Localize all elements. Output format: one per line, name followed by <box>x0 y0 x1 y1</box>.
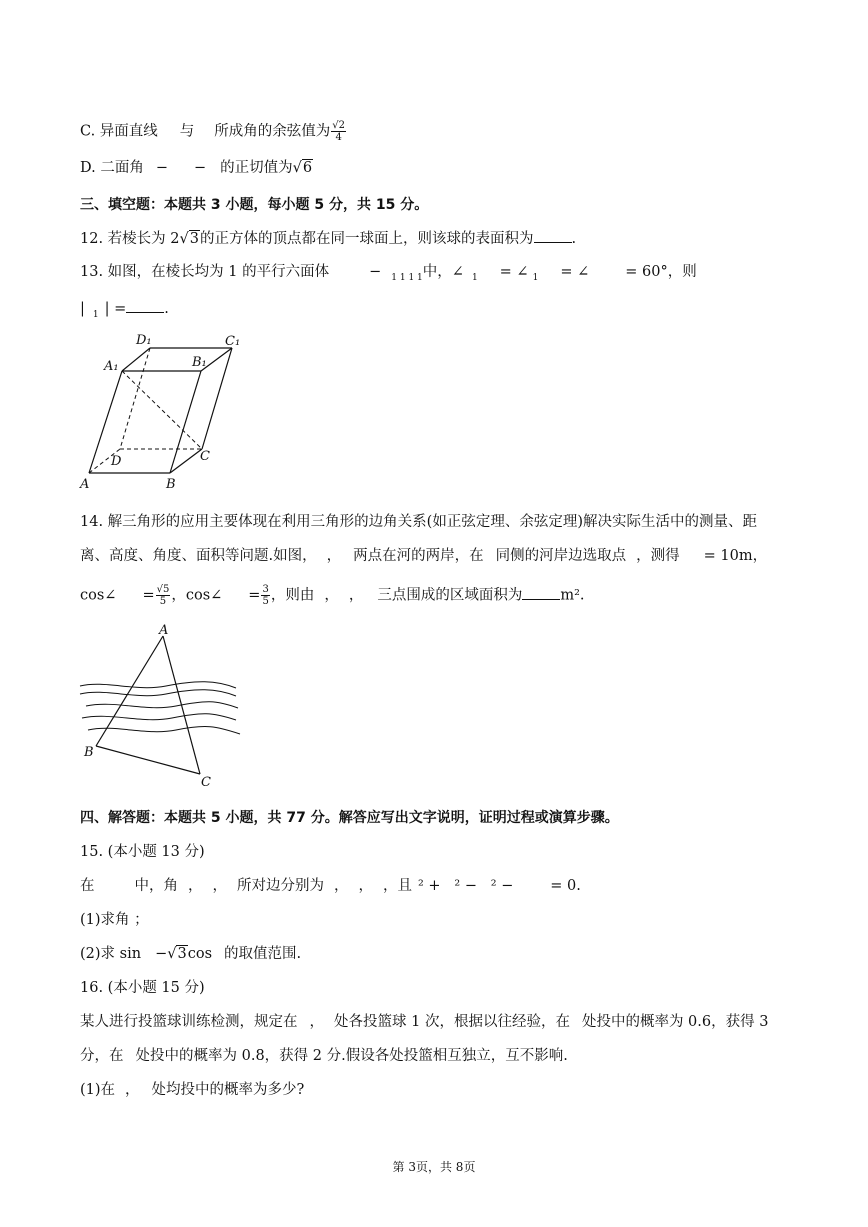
q12-root: 3 <box>189 231 199 247</box>
label-b: B <box>84 745 94 760</box>
q16-line1-c: 处各投篮球 1 次，根据以往经验，在 <box>334 1014 570 1030</box>
option-c-suffix: 所成角的余弦值为 <box>214 123 331 140</box>
q16-p1-b: ， <box>125 1082 140 1098</box>
q13-subs: 1 1 1 1 <box>391 272 423 283</box>
q14-line3-c: ，cos∠ <box>171 587 223 604</box>
label-c: C <box>200 449 210 464</box>
question-14-line1: 14. 解三角形的应用主要体现在利用三角形的边角关系(如正弦定理、余弦定理)解决实际生活中的测量、距 <box>80 514 757 530</box>
q15-title: 15. (本小题 13 分) <box>80 844 205 860</box>
q13-sub1: 1 <box>471 272 478 283</box>
option-c <box>80 120 347 143</box>
q13-end: . <box>164 301 169 317</box>
q15-stem-b: 中，角 <box>134 878 178 894</box>
option-d <box>80 158 313 178</box>
q15-p2-c: cos <box>187 946 213 962</box>
option-c-frac-num: 2 <box>338 120 346 131</box>
label-b1: B₁ <box>192 355 207 370</box>
figure-parallelepiped <box>76 328 256 493</box>
q13-sub2: 1 <box>532 272 539 283</box>
edge-d1-d-hidden <box>120 348 150 449</box>
q12-sqrt: √3 <box>179 231 199 247</box>
option-d-suffix: 的正切值为 <box>220 160 293 176</box>
q15-stem <box>80 876 581 896</box>
q15-part2 <box>80 944 301 964</box>
q14-fraction-1 <box>156 584 171 607</box>
q13-eq2: = ∠ <box>560 264 590 280</box>
q16-title: 16. (本小题 15 分) <box>80 980 205 996</box>
q14-frac2-num: 3 <box>262 584 269 595</box>
option-d-dash1: − <box>155 160 168 176</box>
q14-line3-g: ， <box>348 587 364 604</box>
label-d1: D₁ <box>136 333 152 348</box>
label-c: C <box>201 775 211 790</box>
q13-answer-blank <box>126 298 164 313</box>
q16-line1 <box>80 1012 768 1032</box>
q15-part1: (1)求角 ； <box>80 912 149 928</box>
q14-fraction-2 <box>261 584 269 607</box>
q14-unit: m². <box>560 587 585 604</box>
q15-stem-g: ， <box>358 878 373 894</box>
q15-p2-sqrt: √3 <box>167 946 187 962</box>
q14-line3-h: 三点围成的区域面积为 <box>377 587 523 604</box>
q13-line2-pre: | <box>80 301 85 317</box>
q14-line2-f: = 10m， <box>703 548 768 564</box>
edge-a1-d1 <box>122 348 150 371</box>
q12-prefix: 12. 若棱长为 2 <box>80 231 180 247</box>
label-c1: C₁ <box>225 334 241 349</box>
q13-line2-post: | = <box>104 301 127 317</box>
option-d-root: 6 <box>302 160 313 176</box>
edge-b-c <box>170 449 202 473</box>
q14-line2-c: 两点在河的两岸，在 <box>353 548 484 564</box>
q16-line1-d: 处投中的概率为 0.6，获得 3 <box>581 1014 769 1030</box>
q14-frac1-den: 5 <box>159 596 167 607</box>
q13-dash: − <box>369 264 382 280</box>
q16-line1-b: ， <box>309 1014 324 1030</box>
q13-eq1: = ∠ <box>499 264 529 280</box>
option-c-prefix: C. 异面直线 <box>80 123 158 140</box>
option-d-dash2: − <box>193 160 207 176</box>
q14-line2-e: ，测得 <box>636 548 680 564</box>
question-13-line2 <box>80 298 169 325</box>
q15-stem-c: ， <box>188 878 203 894</box>
q15-stem-a: 在 <box>80 878 95 894</box>
page-footer: 第 3页，共 8页 <box>392 1160 476 1174</box>
q15-stem-d: ， <box>212 878 227 894</box>
q14-line3-e: ，则由 <box>270 587 315 604</box>
section3-heading: 三、填空题：本题共 3 小题，每小题 5 分，共 15 分。 <box>80 197 429 213</box>
q12-end: . <box>571 231 577 247</box>
segment-b-c <box>96 746 200 774</box>
q16-part1 <box>80 1080 304 1100</box>
q14-line3-d: = <box>248 587 261 604</box>
q12-answer-blank <box>534 228 572 243</box>
q16-line2 <box>80 1046 568 1066</box>
q15-p2-a: (2)求 sin <box>80 946 142 962</box>
label-a: A <box>159 623 169 638</box>
label-a: A <box>80 477 90 492</box>
q15-stem-h: ，且 <box>383 878 412 894</box>
question-14-line3 <box>80 584 585 607</box>
q14-line2-a: 离、高度、角度、面积等问题.如图， <box>80 548 317 564</box>
q13-line2-sub: 1 <box>92 309 99 320</box>
option-c-frac-den: 4 <box>335 132 342 143</box>
question-12 <box>80 228 576 249</box>
label-a1: A₁ <box>104 359 119 374</box>
figure-river-triangle <box>76 622 246 792</box>
label-d: D <box>111 454 122 469</box>
q14-frac2-den: 5 <box>262 596 269 607</box>
q13-eq3: = 60°，则 <box>625 264 697 280</box>
q14-line2-b: ， <box>326 548 342 564</box>
q15-stem-eq: ² + ² − ² − = 0. <box>418 878 581 894</box>
q14-line3-a: cos∠ <box>80 587 117 604</box>
q14-line3-b: = <box>142 587 155 604</box>
q15-stem-e: 所对边分别为 <box>237 878 324 894</box>
q16-line1-a: 某人进行投篮球训练检测，规定在 <box>80 1014 298 1030</box>
q14-line3-f: ， <box>324 587 339 604</box>
q16-line2-b: 处投中的概率为 0.8，获得 2 分.假设各处投篮相互独立，互不影响. <box>135 1048 568 1064</box>
q16-line2-a: 分，在 <box>80 1048 124 1064</box>
q16-p1-c: 处均投中的概率为多少? <box>151 1082 305 1098</box>
option-d-prefix: D. 二面角 <box>80 160 144 176</box>
river-waves <box>80 682 240 734</box>
q15-p2-d: 的取值范围. <box>224 946 302 962</box>
q16-p1-a: (1)在 <box>80 1082 116 1098</box>
q15-stem-f: ， <box>334 878 349 894</box>
q15-p2-b: − <box>155 946 168 962</box>
option-d-sqrt: √6 <box>292 160 313 176</box>
q12-suffix: 的正方体的顶点都在同一球面上，则该球的表面积为 <box>200 231 534 247</box>
q15-p2-root: 3 <box>177 946 187 962</box>
label-b: B <box>166 477 176 492</box>
option-c-mid: 与 <box>179 123 195 140</box>
q14-line2-d: 同侧的河岸边选取点 <box>495 548 627 564</box>
q13-prefix: 13. 如图，在棱长均为 1 的平行六面体 <box>80 264 330 280</box>
q13-mid: 中，∠ <box>422 264 464 280</box>
question-13 <box>80 262 697 288</box>
q14-frac1-num: √5 <box>156 584 170 595</box>
option-c-fraction: $\frac{√2}{4}$ <box>332 120 346 143</box>
q14-answer-blank <box>522 585 560 600</box>
section4-heading: 四、解答题：本题共 5 小题，共 77 分。解答应写出文字说明，证明过程或演算步骤。 <box>80 810 619 826</box>
diagonal-a1-c-hidden <box>122 371 202 449</box>
question-14-line2 <box>80 546 767 566</box>
